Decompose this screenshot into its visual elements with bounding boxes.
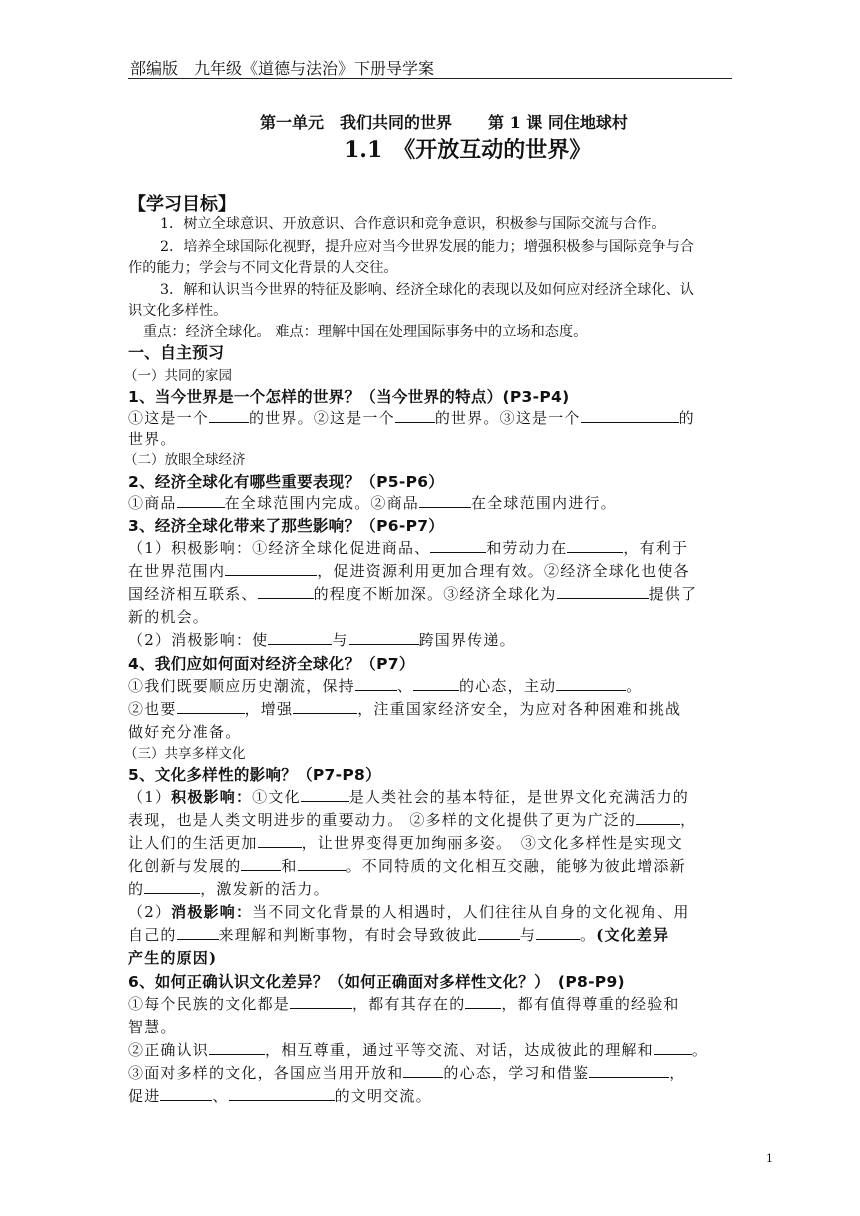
blank[interactable] (349, 629, 419, 645)
q4-line-1: ①我们既要顺应历史潮流，保持 、 的心态，主动 。 (128, 677, 643, 695)
question-1: 1、当今世界是一个怎样的世界？（当今世界的特点）(P3-P4) (128, 388, 570, 406)
blank[interactable] (225, 560, 317, 576)
goal-2-line-2: 作的能力；学会与不同文化背景的人交往。 (128, 260, 398, 276)
document-header: 部编版 九年级《道德与法治》下册导学案 (130, 59, 435, 78)
q6-line-2: 智慧。 (128, 1018, 177, 1036)
blank[interactable] (395, 407, 435, 423)
question-2: 2、经济全球化有哪些重要表现？（P5-P6） (128, 473, 445, 491)
blank[interactable] (290, 993, 352, 1009)
blank[interactable] (403, 1062, 443, 1078)
blank[interactable] (258, 583, 314, 599)
blank[interactable] (144, 878, 200, 894)
question-6: 6、如何正确认识文化差异？（如何正确面对多样性文化？） (P8-P9) (128, 973, 625, 991)
goal-2-line-1: 2．培养全球国际化视野，提升应对当今世界发展的能力；增强积极参与国际竞争与合 (160, 239, 694, 255)
blank[interactable] (241, 855, 281, 871)
q5-line-5: 的 ，激发新的活力。 (128, 880, 330, 898)
q5-line-1: （1）积极影响：①文化 是人类社会的基本特征，是世界文化充满活力的 (128, 788, 689, 806)
q4-line-3: 做好充分准备。 (128, 723, 242, 741)
blank[interactable] (177, 492, 225, 508)
blank[interactable] (636, 809, 680, 825)
blank[interactable] (589, 1062, 669, 1078)
blank[interactable] (293, 698, 357, 714)
blank[interactable] (268, 629, 332, 645)
key-points: 重点：经济全球化。 难点：理解中国在处理国际事务中的立场和态度。 (143, 324, 588, 340)
q2-line-1: ①商品 在全球范围内完成。②商品 在全球范围内进行。 (128, 494, 617, 512)
question-4: 4、我们应如何面对经济全球化？（P7） (128, 655, 415, 673)
q1-line-2: 世界。 (128, 430, 177, 448)
q3-line-3: 国经济相互联系、 的程度不断加深。③经济全球化为 提供了 (128, 585, 698, 603)
blank[interactable] (478, 924, 520, 940)
blank[interactable] (581, 407, 679, 423)
header-rule (128, 78, 732, 79)
lesson-label: 第 1 课 同住地球村 (488, 113, 628, 132)
blank[interactable] (229, 1085, 335, 1101)
page-number: 1 (766, 1152, 773, 1165)
q5-line-2: 表现，也是人类文明进步的重要动力。 ②多样的文化提供了更为广泛的 ， (128, 811, 697, 829)
q1-line-1: ①这是一个 的世界。②这是一个 的世界。③这是一个 的 (128, 409, 695, 427)
blank[interactable] (177, 924, 219, 940)
q3-line-2: 在世界范围内 ，促进资源利用更加合理有效。②经济全球化也使各 (128, 562, 690, 580)
goal-3-line-2: 识文化多样性。 (128, 303, 228, 319)
question-3: 3、经济全球化带来了那些影响？（P6-P7） (128, 517, 445, 535)
q6-line-5: 促进 、 的文明交流。 (128, 1087, 432, 1105)
blank[interactable] (413, 675, 459, 691)
goals-heading: 【学习目标】 (128, 194, 236, 215)
q6-line-4: ③面对多样的文化，各国应当用开放和 的心态，学习和借鉴 ， (128, 1064, 686, 1082)
q6-line-3: ②正确认识 ，相互尊重，通过平等交流、对话，达成彼此的理解和 。 (128, 1041, 709, 1059)
section-heading-preview: 一、自主预习 (128, 343, 225, 362)
unit-title (260, 110, 628, 133)
blank[interactable] (298, 855, 346, 871)
q5-line-7: 自己的 来理解和判断事物，有时会导致彼此 与 。(文化差异 (128, 926, 670, 944)
blank[interactable] (258, 832, 302, 848)
blank[interactable] (430, 537, 486, 553)
blank[interactable] (567, 537, 623, 553)
q5-line-6: （2）消极影响：当不同文化背景的人相遇时，人们往往从自身的文化视角、用 (128, 903, 690, 921)
q3-line-4: 新的机会。 (128, 608, 210, 626)
blank[interactable] (557, 583, 649, 599)
q5-line-8: 产生的原因) (128, 949, 218, 967)
lesson-title: 1.1 《开放互动的世界》 (344, 137, 592, 163)
q5-line-4: 化创新与发展的 和 。不同特质的文化相互交融，能够为彼此增添新 (128, 857, 686, 875)
goal-3-line-1: 3．解和认识当今世界的特征及影响、经济全球化的表现以及如何应对经济全球化、认 (160, 282, 694, 298)
blank[interactable] (209, 1039, 265, 1055)
blank[interactable] (160, 1085, 212, 1101)
q5-line-3: 让人们的生活更加 ，让世界变得更加绚丽多姿。 ③文化多样性是实现文 (128, 834, 683, 852)
question-5: 5、文化多样性的影响？（P7-P8） (128, 766, 381, 784)
q3-line-1: （1）积极影响：①经济全球化促进商品、 和劳动力在 ，有利于 (128, 539, 689, 557)
blank[interactable] (465, 993, 501, 1009)
q3-line-5: （2）消极影响：使 与 跨国界传递。 (128, 631, 516, 649)
blank[interactable] (419, 492, 471, 508)
subsection-2: （二）放眼全球经济 (124, 452, 246, 468)
q6-line-1: ①每个民族的文化都是 ，都有其存在的 ，都有值得尊重的经验和 (128, 995, 680, 1013)
unit-name: 第一单元 我们共同的世界 (260, 113, 453, 132)
blank[interactable] (177, 698, 245, 714)
blank[interactable] (301, 786, 349, 802)
q4-line-2: ②也要 ，增强 ，注重国家经济安全，为应对各种困难和挑战 (128, 700, 682, 718)
subsection-1: （一）共同的家园 (124, 368, 232, 384)
blank[interactable] (209, 407, 249, 423)
goal-1: 1．树立全球意识、开放意识、合作意识和竞争意识，积极参与国际交流与合作。 (160, 216, 666, 232)
blank[interactable] (536, 924, 580, 940)
blank[interactable] (654, 1039, 692, 1055)
blank[interactable] (355, 675, 397, 691)
subsection-3: （三）共享多样文化 (124, 746, 246, 762)
blank[interactable] (556, 675, 626, 691)
